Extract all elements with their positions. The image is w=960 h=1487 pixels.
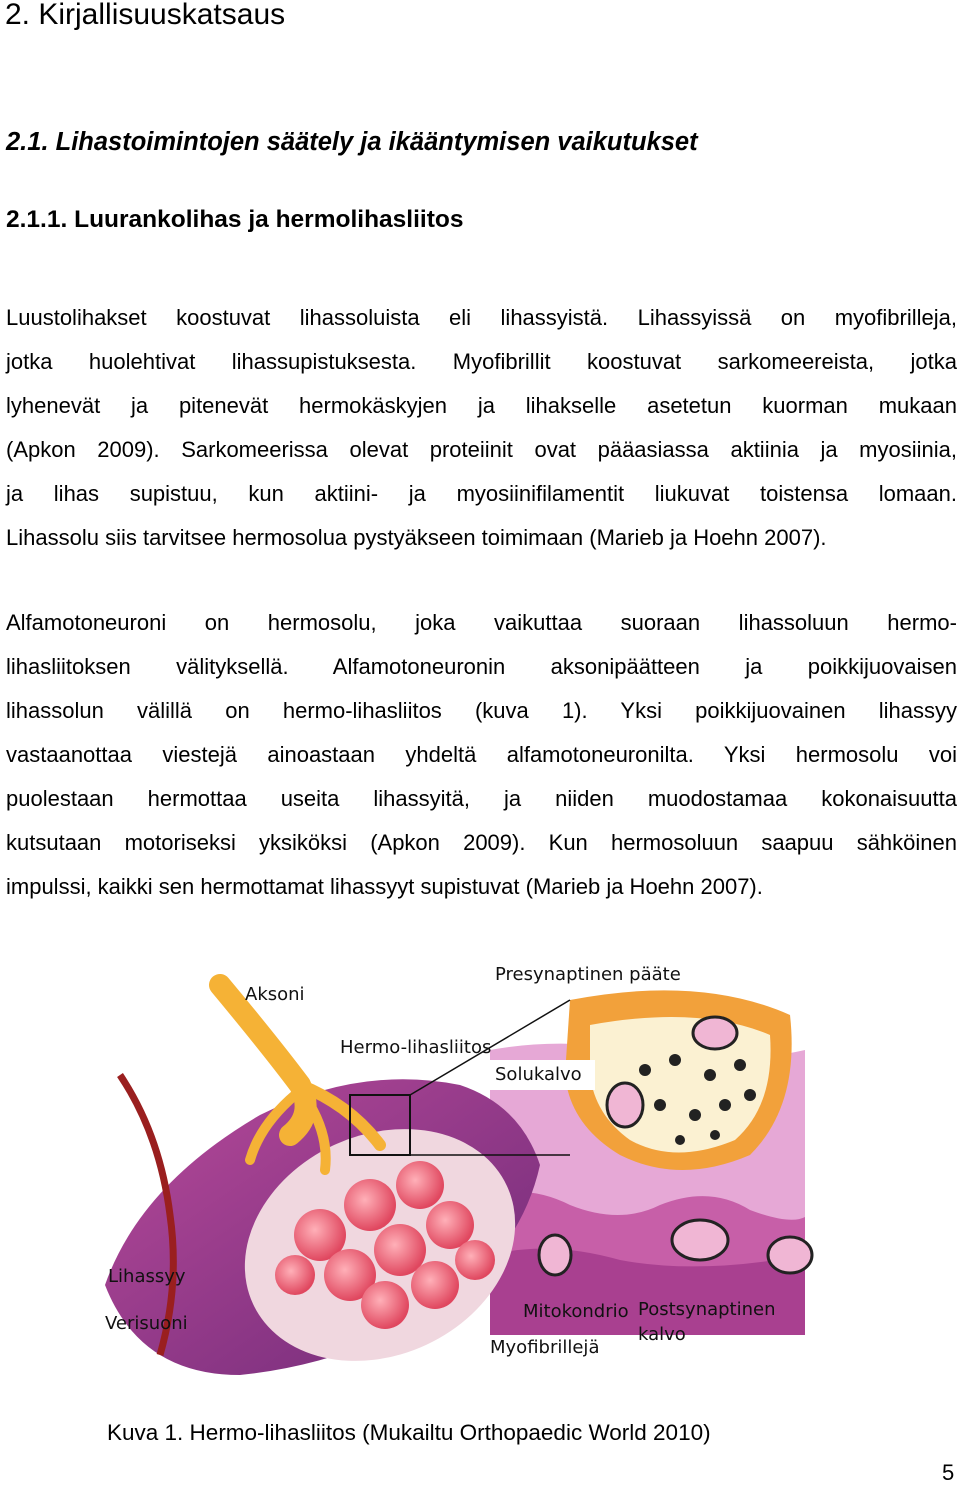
paragraph-line: jotka huolehtivat lihassupistuksesta. Myofibrillit koostuvat sarkomeereista, jotka [6, 349, 957, 374]
paragraph-line: Alfamotoneuroni on hermosolu, joka vaikuttaa suoraan lihassoluun hermo- [6, 610, 957, 635]
paragraph-2 [6, 601, 957, 909]
figure-label-presynaptic: Presynaptinen pääte [495, 964, 681, 985]
paragraph-line: (Apkon 2009). Sarkomeerissa olevat proteiinit ovat pääasiassa aktiinia ja myosiinia, [6, 437, 957, 462]
figure-label-postsyn-2: kalvo [638, 1324, 686, 1345]
figure-label-fiber: Lihassyy [108, 1266, 186, 1287]
figure-label-mito: Mitokondrio [523, 1301, 629, 1322]
chapter-heading: 2. Kirjallisuuskatsaus [5, 0, 286, 31]
paragraph-line: ja lihas supistuu, kun aktiini- ja myosiinifilamentit liukuvat toistensa lomaan. [6, 481, 957, 506]
paragraph-line: Lihassolu siis tarvitsee hermosolua pystyäkseen toimimaan (Marieb ja Hoehn 2007). [6, 525, 827, 550]
subsection-heading: 2.1.1. Luurankolihas ja hermolihasliitos [6, 206, 464, 233]
paragraph-line: vastaanottaa viestejä ainoastaan yhdeltä alfamotoneuronilta. Yksi hermosolu voi [6, 742, 957, 767]
paragraph-line: lihasliitoksen välityksellä. Alfamotoneuronin aksonipäätteen ja poikkijuovaisen [6, 654, 957, 679]
page-number: 5 [942, 1460, 955, 1485]
figure-label-postsyn-1: Postsynaptinen [638, 1299, 776, 1320]
paragraph-line: puolestaan hermottaa useita lihassyitä, ja niiden muodostamaa kokonaisuutta [6, 786, 957, 811]
neuromuscular-junction-figure [100, 955, 820, 1390]
figure-caption: Kuva 1. Hermo-lihasliitos (Mukailtu Orthopaedic World 2010) [107, 1420, 711, 1445]
paragraph-1 [6, 296, 957, 560]
paragraph-line: kutsutaan motoriseksi yksiköksi (Apkon 2009). Kun hermosoluun saapuu sähköinen [6, 830, 957, 855]
paragraph-line: impulssi, kaikki sen hermottamat lihassyyt supistuvat (Marieb ja Hoehn 2007). [6, 874, 763, 899]
section-heading: 2.1. Lihastoimintojen säätely ja ikääntymisen vaikutukset [6, 128, 698, 156]
figure-label-akson: Aksoni [245, 984, 305, 1005]
paragraph-line: lihassolun välillä on hermo-lihasliitos (kuva 1). Yksi poikkijuovainen lihassyy [6, 698, 957, 723]
figure-label-membrane: Solukalvo [495, 1064, 582, 1085]
figure-label-myofibril: Myofibrillejä [490, 1337, 600, 1358]
paragraph-line: Luustolihakset koostuvat lihassoluista eli lihassyistä. Lihassyissä on myofibrilleja, [6, 305, 957, 330]
figure-label-junction: Hermo-lihasliitos [340, 1037, 492, 1058]
figure-label-vessel: Verisuoni [105, 1313, 188, 1334]
paragraph-line: lyhenevät ja pitenevät hermokäskyjen ja lihakselle asetetun kuorman mukaan [6, 393, 957, 418]
